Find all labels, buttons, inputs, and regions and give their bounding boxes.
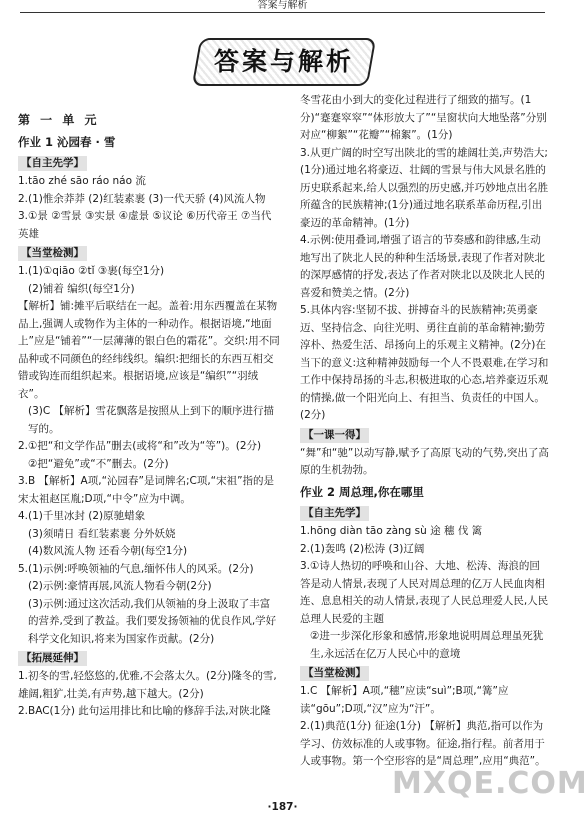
right-column bbox=[300, 92, 550, 771]
answer-line: “舞”和“驰”以动写静,赋予了高原飞动的气势,突出了高原的生机勃勃。 bbox=[300, 446, 549, 476]
watermark: MXQE.COM bbox=[392, 766, 588, 801]
answer-line: 2.(1)轰鸣 (2)松涛 (3)辽阔 bbox=[300, 542, 425, 555]
section-label-row bbox=[300, 663, 550, 683]
answer-line: (2)示例:豪情再展,风流人物看今朝(2分) bbox=[28, 580, 212, 592]
section-label-row bbox=[18, 243, 280, 263]
answer-line: ②把“避免”或“不”删去。(2分) bbox=[28, 457, 169, 470]
section-label: 【自主先学】 bbox=[18, 156, 87, 171]
answer-line: 2.(1)惟余莽莽 (2)红装素裹 (3)一代天骄 (4)风流人物 bbox=[18, 192, 266, 205]
section-label: 【当堂检测】 bbox=[300, 666, 369, 681]
answer-line: (4)数风流人物 还看今朝(每空1分) bbox=[28, 545, 188, 557]
section-label: 【拓展延伸】 bbox=[18, 651, 87, 666]
answer-line: (3)示例:通过这次活动,我们从领袖的身上汲取了丰富的营养,受到了教益。我们要发扬领袖的优良作风,学好科学文化知识,将来为国家作贡献。(2分) bbox=[28, 597, 277, 645]
running-header-text: 答案与解析 bbox=[257, 0, 308, 11]
answer-line: 4.示例:使用叠词,增强了语言的节奏感和韵律感,生动地写出了陕北人民的种种生活场景,表现了作者对陕北的深厚感情的抒发,表达了作者对陕北以及陕北人民的喜爱和赞美之情。(2分) bbox=[300, 234, 545, 299]
header-rule bbox=[20, 12, 545, 13]
answer-line: 2.①把“和文学作品”删去(或将“和”改为“等”)。(2分) bbox=[18, 440, 262, 452]
answer-line: 1.tāo zhé sāo ráo náo 流 bbox=[18, 175, 146, 187]
title-banner bbox=[196, 38, 372, 86]
page-number: ·187· bbox=[267, 801, 298, 813]
section-label-row bbox=[18, 648, 280, 668]
answer-line: 5.(1)示例:呼唤领袖的气息,缅怀伟人的风采。(2分) bbox=[18, 562, 254, 575]
section-label: 【自主先学】 bbox=[300, 506, 369, 521]
assignment-heading: 作业 1 沁园春 · 雪 bbox=[18, 134, 116, 149]
answer-line: 3.①景 ②雪景 ③实景 ④虚景 ⑤议论 ⑥历代帝王 ⑦当代英雄 bbox=[18, 210, 272, 240]
answer-line: 3.从更广阔的时空写出陕北的雪的雄阔壮美,声势浩大;(1分)通过地名将豪迈、壮阔的雪景与伟大风景名胜的历史联系起来,给人以强烈的历史感,并巧妙地点出名胜所蕴含的民族精神;(1分)通过地名联系革命历程,引出豪迈的革命精神。(1分) bbox=[300, 146, 549, 229]
left-column bbox=[18, 110, 280, 721]
answer-line: 【解析】铺:摊平后联结在一起。盖着:用东西覆盖在某物品上,强调人或物作为主体的一种动作。根据语境,“地面上”应是“铺着”“一层薄薄的银白色的霜花”。交织:用不同品种或不同颜色的经纬线织。编织:把细长的东西互相交错或钩连而组织起来。根据语境,应该是“编织”“羽绒衣”。 bbox=[18, 300, 280, 400]
running-header bbox=[0, 0, 565, 14]
answer-line: 3.①诗人热切的呼唤和山谷、大地、松涛、海浪的回答是动人情景,表现了人民对周总理的亿万人民血肉相连、息息相关的动人情景,表现了人民总理爱人民,人民总理人民爱的主题 bbox=[300, 560, 549, 625]
unit-heading: 第 一 单 元 bbox=[18, 113, 100, 127]
answer-line: (3)C 【解析】雪花飘落是按照从上到下的顺序进行描写的。 bbox=[28, 405, 275, 435]
section-label-row bbox=[300, 503, 550, 523]
answer-line: 1.(1)①qiāo ②tǐ ③裹(每空1分) bbox=[18, 265, 165, 277]
answer-line: 1.hōng diàn tāo zàng sù 途 穗 伐 篱 bbox=[300, 525, 483, 537]
answer-line: 2.BAC(1分) 此句运用排比和比喻的修辞手法,对陕北隆 bbox=[18, 705, 271, 717]
answer-line: 4.(1)千里冰封 (2)原驰蜡象 bbox=[18, 510, 146, 522]
answer-line: 5.具体内容:坚韧不拔、拼搏奋斗的民族精神;英勇豪迈、坚持信念、向往光明、勇往直前的革命精神;勤劳淳朴、热爱生活、昂扬向上的乐观主义精神。(2分)在当下的意义:这种精神鼓励每一个人不畏艰难,在学习和工作中保持昂扬的斗志,积极进取的心态,培养豪迈乐观的情操,做一个阳光向上、有担当、负责任的中国人。(2分) bbox=[300, 304, 549, 421]
answer-line: 2.(1)典范(1分) 征途(1分) 【解析】典范,指可以作为学习、仿效标准的人或事物。征途,指行程。前者用于人或事物。第一个空形容的是“周总理”,应用“典范”。 bbox=[300, 720, 546, 767]
answer-line: 1.初冬的雪,轻悠悠的,优雅,不会落太久。(2分)隆冬的雪,雄阔,粗犷,壮美,有声势,越下越大。(2分) bbox=[18, 670, 277, 700]
section-label-row bbox=[300, 425, 550, 445]
section-label-row bbox=[18, 153, 280, 173]
answer-line: ②进一步深化形象和感情,形象地说明周总理虽死犹生,永远活在亿万人民心中的意境 bbox=[310, 630, 544, 660]
banner-title: 答案与解析 bbox=[213, 47, 354, 76]
answer-line: (2)铺着 编织(每空1分) bbox=[28, 282, 135, 295]
answer-line: 3.B 【解析】A项,“沁园春”是词牌名;C项,“宋祖”指的是宋太祖赵匡胤;D项,“中令”应为中调。 bbox=[18, 475, 275, 505]
section-label: 【一课一得】 bbox=[300, 428, 369, 443]
section-label: 【当堂检测】 bbox=[18, 246, 87, 261]
answer-line: 冬雪花由小到大的变化过程进行了细致的描写。(1分)“蹇蹇窣窣”“体形放大了”“呈窗状向大地坠落”分别对应“柳絮”“花瓣”“棉絮”。(1分) bbox=[300, 94, 547, 141]
answer-line: (3)须晴日 看红装素裹 分外妖娆 bbox=[28, 527, 176, 540]
answer-line: 1.C 【解析】A项,“穗”应读“suì”;B项,“篝”应读“gōu”;D项,“汉”应为“汗”。 bbox=[300, 685, 509, 715]
assignment-heading: 作业 2 周总理,你在哪里 bbox=[300, 484, 424, 499]
